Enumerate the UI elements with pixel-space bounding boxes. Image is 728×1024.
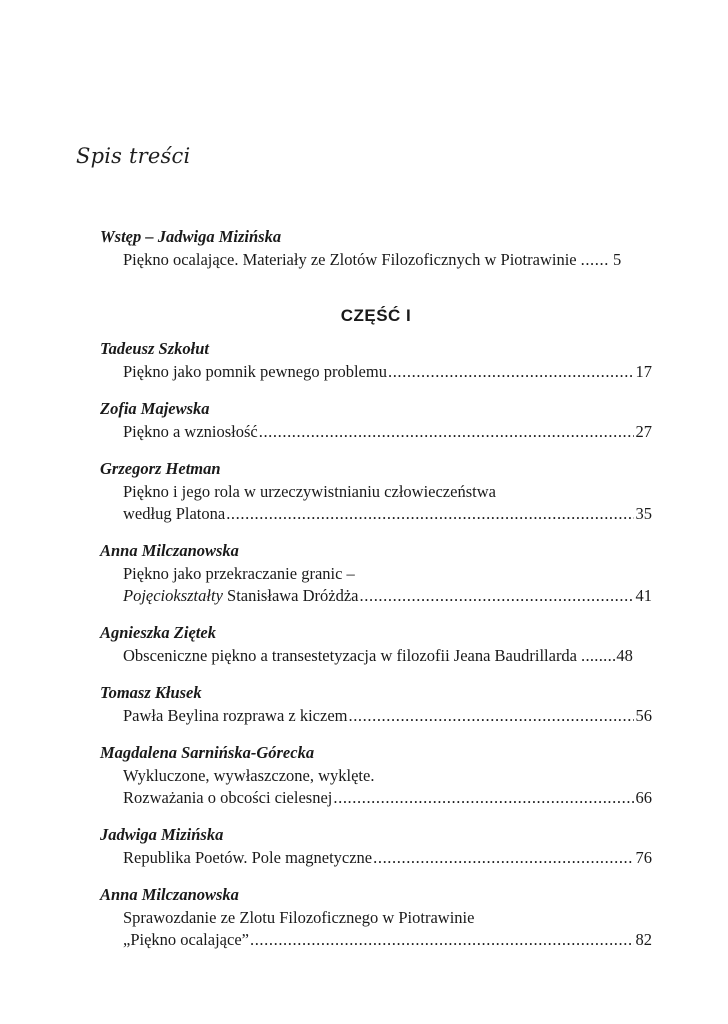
entry-leader-dots: ...... bbox=[580, 250, 609, 269]
entry-author: Zofia Majewska bbox=[100, 399, 210, 418]
entry-title-continued: według Platona bbox=[123, 504, 226, 523]
entry-title-line bbox=[123, 645, 652, 667]
entry-leader-dots bbox=[226, 503, 633, 525]
entry-title-rest: Stanisława Dróżdża bbox=[222, 586, 359, 605]
toc-entry[interactable] bbox=[100, 337, 652, 383]
entry-leader-dots bbox=[259, 421, 634, 443]
toc-entry[interactable] bbox=[100, 741, 652, 809]
entry-title-line bbox=[123, 563, 652, 585]
entry-page-number: 41 bbox=[635, 586, 652, 605]
toc-entry[interactable] bbox=[100, 681, 652, 727]
entry-author: Anna Milczanowska bbox=[100, 885, 239, 904]
entry-title: Obsceniczne piękno a transestetyzacja w filozofii Jeana Baudrillarda bbox=[123, 646, 578, 665]
entry-title: Piękno ocalające. Materiały ze Zlotów Filozoficznych w Piotrawinie bbox=[123, 250, 577, 269]
entry-author: Tadeusz Szkołut bbox=[100, 339, 209, 358]
entry-leader-dots bbox=[250, 929, 634, 951]
entry-page-number: 56 bbox=[635, 706, 652, 725]
entry-page-number: 27 bbox=[635, 422, 652, 441]
entry-title-continued: „Piękno ocalające” bbox=[123, 930, 249, 949]
toc-entry[interactable] bbox=[100, 823, 652, 869]
entry-title-line bbox=[123, 503, 652, 525]
entry-title: Piękno jako przekraczanie granic – bbox=[123, 564, 355, 583]
entry-title: Sprawozdanie ze Zlotu Filozoficznego w Piotrawinie bbox=[123, 908, 475, 927]
entry-title-line bbox=[123, 705, 652, 727]
entry-leader-dots: ........ bbox=[581, 646, 617, 665]
entry-author: Grzegorz Hetman bbox=[100, 459, 221, 478]
entry-title-line bbox=[123, 907, 652, 929]
entry-page-number: 5 bbox=[612, 250, 622, 269]
toc-entry-intro[interactable] bbox=[100, 225, 652, 271]
entry-title-continued: Rozważania o obcości cielesnej bbox=[123, 788, 333, 807]
entry-title-line bbox=[123, 249, 652, 271]
entry-leader-dots bbox=[348, 705, 633, 727]
entry-page-number: 48 bbox=[616, 646, 633, 665]
entry-title: Piękno i jego rola w urzeczywistnianiu człowieczeństwa bbox=[123, 482, 496, 501]
entry-author: Anna Milczanowska bbox=[100, 541, 239, 560]
entry-title-line bbox=[123, 929, 652, 951]
entry-title-italic: Pojęciokształty bbox=[123, 586, 223, 605]
toc-entry[interactable] bbox=[100, 539, 652, 607]
entry-page-number: 35 bbox=[635, 504, 652, 523]
entry-leader-dots bbox=[388, 361, 634, 383]
entry-title: Republika Poetów. Pole magnetyczne bbox=[123, 848, 373, 867]
entry-title-line bbox=[123, 765, 652, 787]
toc-entry[interactable] bbox=[100, 397, 652, 443]
entry-leader-dots bbox=[333, 787, 633, 809]
entry-title-line bbox=[123, 847, 652, 869]
entry-title: Piękno jako pomnik pewnego problemu bbox=[123, 362, 387, 381]
entry-title-line bbox=[123, 361, 652, 383]
entry-title-line bbox=[123, 421, 652, 443]
toc-entry[interactable] bbox=[100, 621, 652, 667]
entry-title-line bbox=[123, 585, 652, 607]
entry-leader-dots bbox=[360, 585, 634, 607]
contents-heading: Spis treści bbox=[76, 144, 191, 168]
entry-author: Tomasz Kłusek bbox=[100, 683, 202, 702]
toc-entry[interactable] bbox=[100, 457, 652, 525]
entry-title: Wykluczone, wywłaszczone, wyklęte. bbox=[123, 766, 375, 785]
entry-author: Agnieszka Ziętek bbox=[100, 623, 216, 642]
entry-leader-dots bbox=[373, 847, 633, 869]
entry-author: Wstęp – Jadwiga Mizińska bbox=[100, 227, 282, 246]
part-heading: CZĘŚĆ I bbox=[340, 306, 412, 325]
entry-author: Magdalena Sarnińska-Górecka bbox=[100, 743, 315, 762]
entry-page-number: 17 bbox=[635, 362, 652, 381]
entry-title-line bbox=[123, 787, 652, 809]
entry-title-continued bbox=[123, 585, 359, 607]
toc-entry[interactable] bbox=[100, 883, 652, 951]
entry-page-number: 76 bbox=[635, 848, 652, 867]
entry-author: Jadwiga Mizińska bbox=[100, 825, 224, 844]
entry-page-number: 82 bbox=[635, 930, 652, 949]
entry-title-line bbox=[123, 481, 652, 503]
entry-title: Piękno a wzniosłość bbox=[123, 422, 258, 441]
entry-page-number: 66 bbox=[635, 788, 652, 807]
entry-title: Pawła Beylina rozprawa z kiczem bbox=[123, 706, 348, 725]
